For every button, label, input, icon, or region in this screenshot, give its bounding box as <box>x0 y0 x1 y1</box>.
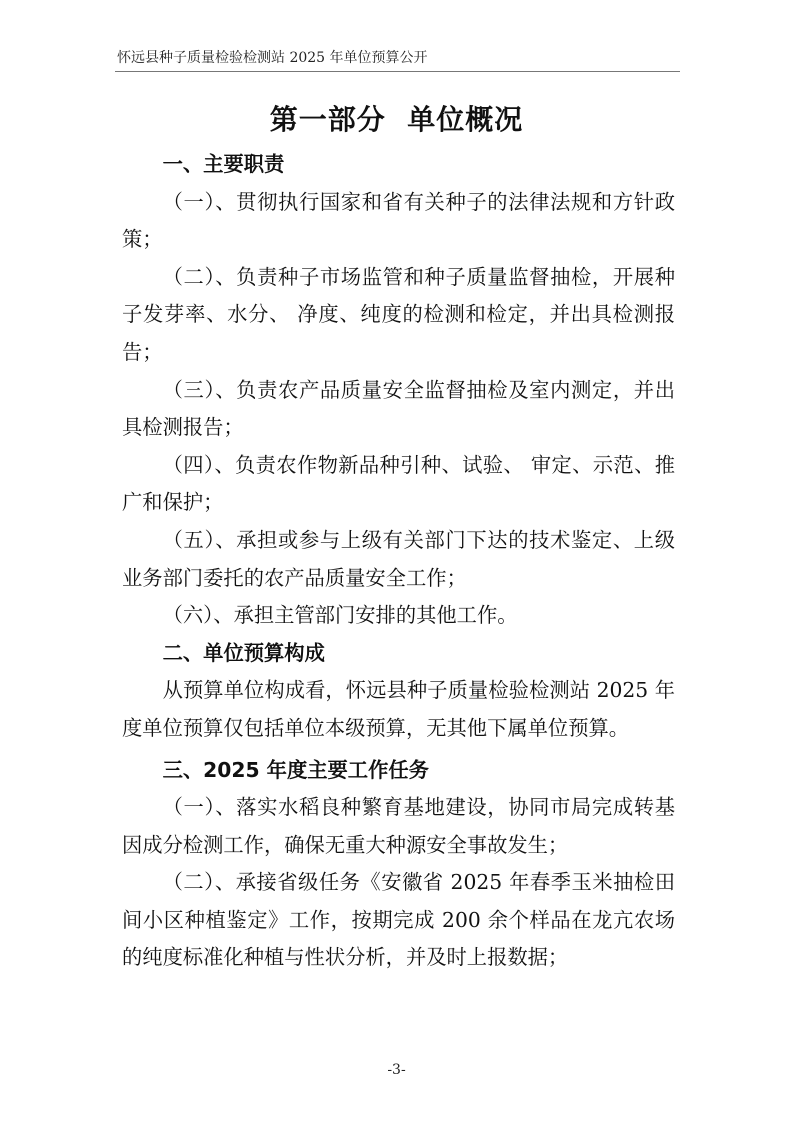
section-main-duties <box>122 146 675 635</box>
document-body <box>122 146 675 977</box>
paragraph: （三）、负责农产品质量安全监督抽检及室内测定，并出具检测报告； <box>122 377 675 440</box>
section-heading: 一、主要职责 <box>162 152 285 176</box>
paragraph: （二）、承接省级任务《安徽省 2025 年春季玉米抽检田间小区种植鉴定》工作，按期完成 200 余个样品在龙亢农场的纯度标准化种植与性状分析，并及时上报数据； <box>122 870 675 970</box>
paragraph: （四）、负责农作物新品种引种、试验、 审定、示范、推广和保护； <box>122 452 675 515</box>
section-budget-composition <box>122 635 675 748</box>
paragraph: （一）、贯彻执行国家和省有关种子的法律法规和方针政策； <box>122 189 675 252</box>
paragraph: （一）、落实水稻良种繁育基地建设，协同市局完成转基因成分检测工作，确保无重大种源安全事故发生； <box>122 795 675 857</box>
paragraph: （六）、承担主管部门安排的其他工作。 <box>162 603 518 628</box>
section-heading: 二、单位预算构成 <box>162 640 325 665</box>
page-header: 怀远县种子质量检验检测站 2025 年单位预算公开 <box>117 50 428 66</box>
section-heading: 三、2025 年度主要工作任务 <box>162 757 429 782</box>
page-title: 第一部分 单位概况 <box>269 103 524 136</box>
page-number: -3- <box>387 1062 406 1078</box>
paragraph: （二）、负责种子市场监管和种子质量监督抽检，开展种子发芽率、水分、 净度、纯度的检测和检定，并出具检测报告； <box>122 264 675 364</box>
paragraph: （五）、承担或参与上级有关部门下达的技术鉴定、上级业务部门委托的农产品质量安全工作； <box>122 527 675 590</box>
section-work-tasks <box>122 752 675 978</box>
paragraph: 从预算单位构成看，怀远县种子质量检验检测站 2025 年度单位预算仅包括单位本级预算，无其他下属单位预算。 <box>122 678 675 740</box>
header-rule <box>115 71 680 72</box>
